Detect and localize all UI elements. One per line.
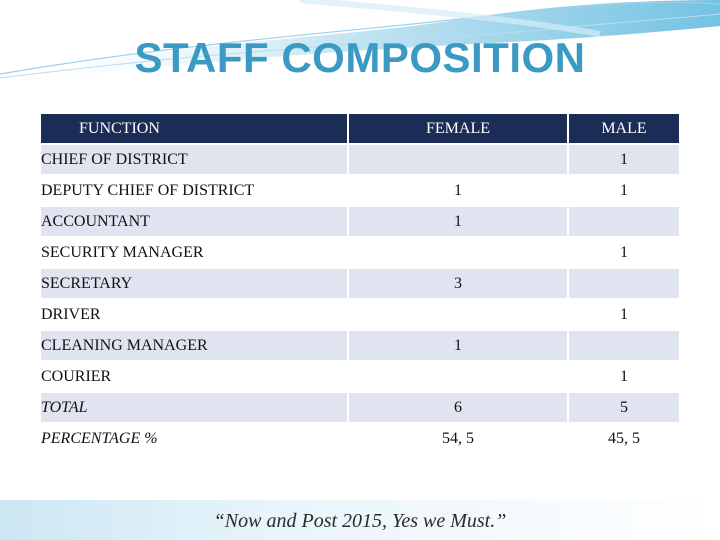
cell-male: 1: [568, 144, 680, 175]
cell-male: 5: [568, 392, 680, 423]
staff-table: [40, 113, 680, 454]
cell-male: 1: [568, 299, 680, 330]
cell-function: CLEANING MANAGER: [40, 330, 348, 361]
cell-function: TOTAL: [40, 392, 348, 423]
cell-female: [348, 144, 568, 175]
table-row: [40, 144, 680, 175]
table-row: [40, 268, 680, 299]
cell-male: 1: [568, 237, 680, 268]
table-row: [40, 175, 680, 206]
percentage-row: [40, 423, 680, 454]
cell-function: PERCENTAGE %: [40, 423, 348, 454]
table-row: [40, 206, 680, 237]
total-row: [40, 392, 680, 423]
cell-male: [568, 268, 680, 299]
footer-quote: “Now and Post 2015, Yes we Must.”: [213, 510, 507, 532]
cell-function: COURIER: [40, 361, 348, 392]
cell-male: 45, 5: [568, 423, 680, 454]
cell-male: 1: [568, 361, 680, 392]
cell-function: CHIEF OF DISTRICT: [40, 144, 348, 175]
cell-female: 1: [348, 175, 568, 206]
cell-female: [348, 361, 568, 392]
cell-male: [568, 206, 680, 237]
page-title: STAFF COMPOSITION: [134, 34, 586, 81]
cell-function: SECURITY MANAGER: [40, 237, 348, 268]
cell-female: 1: [348, 206, 568, 237]
cell-male: [568, 330, 680, 361]
cell-function: DEPUTY CHIEF OF DISTRICT: [40, 175, 348, 206]
cell-function: SECRETARY: [40, 268, 348, 299]
cell-female: [348, 237, 568, 268]
cell-female: 1: [348, 330, 568, 361]
table-row: [40, 299, 680, 330]
cell-female: [348, 299, 568, 330]
cell-female: 54, 5: [348, 423, 568, 454]
table-row: [40, 237, 680, 268]
table-header-row: [40, 113, 680, 144]
cell-function: ACCOUNTANT: [40, 206, 348, 237]
cell-male: 1: [568, 175, 680, 206]
header-female: FEMALE: [348, 113, 568, 144]
table-row: [40, 361, 680, 392]
header-male: MALE: [568, 113, 680, 144]
table-row: [40, 330, 680, 361]
cell-female: 6: [348, 392, 568, 423]
cell-function: DRIVER: [40, 299, 348, 330]
header-function: FUNCTION: [40, 113, 348, 144]
cell-female: 3: [348, 268, 568, 299]
